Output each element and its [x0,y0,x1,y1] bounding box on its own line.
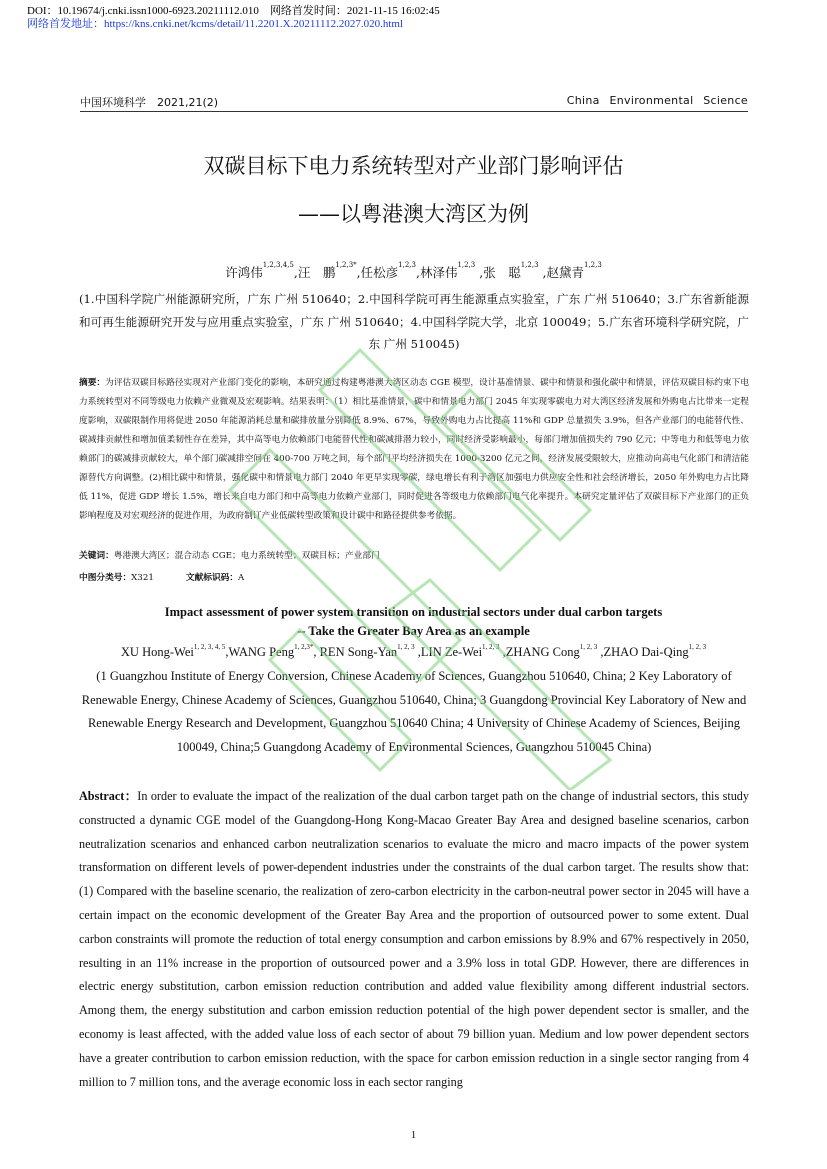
header-divider [80,111,748,112]
author-en-name: ,LIN Ze-Wei [414,645,483,659]
author-en-affiliation-sup: 1, 2, 3 [688,643,707,651]
doi-text: DOI：10.19674/j.cnki.issn1000-6923.20211112.010 [27,5,259,17]
author-cn-name: 许鸿伟 [225,265,263,280]
paper-title: 双碳目标下电力系统转型对产业部门影响评估 [203,154,624,178]
author-en-name: ,WANG Peng [225,645,295,659]
author-en-affiliation-sup: 1, 2, 3 [482,643,500,651]
author-cn-name: ,林泽伟 [415,265,458,280]
abstract-cn [79,374,749,526]
author-en-name: , REN Song-Yan [313,645,398,659]
author-cn-affiliation-sup: 1,2,3 [398,261,416,269]
first-pub-url-line [27,15,403,31]
first-pub-label: 网络首发时间： [269,5,347,17]
author-cn-name: ,任松彦 [356,265,399,280]
author-en-affiliation-sup: 1, 2,3* [294,643,314,651]
affiliations-cn: (1.中国科学院广州能源研究所，广东 广州 510640；2.中国科学院可再生能源重点实验室，广东 广州 510640；3.广东省新能源和可再生能源研究开发与应用重点实验室，广东 广州 510640；4.中国科学院大学，北京 100049；5.广东省环境科学研究院，广东 广州 510045) [79,292,749,351]
paper-subtitle-en: -- Take the Greater Bay Area as an example [297,624,530,638]
keywords-cn-label: 关键词： [79,551,114,561]
author-cn-name: ,张 聪 [475,265,521,280]
author-cn-name: ,赵黛青 [538,265,584,280]
author-cn-name: ,汪 鹏 [293,265,336,280]
journal-header-en: China Environmental Science [566,94,748,107]
author-cn-affiliation-sup: 1,2,3,4,5 [262,261,294,269]
author-en-affiliation-sup: 1, 2, 3 [397,643,415,651]
classification-line [79,571,276,583]
abstract-cn-label: 摘要： [79,378,106,388]
first-pub-url-label: 网络首发地址： [27,18,104,30]
abstract-cn-text: 为评估双碳目标路径实现对产业部门变化的影响，本研究通过构建粤港澳大湾区动态 CGE 模型，设计基准情景、碳中和情景和强化碳中和情景，评估双碳目标约束下电力系统转型对不同等级电力依赖产业微观及宏观影响。结果表明：（1）相比基准情景，碳中和情景电力部门 2045 年实现零碳电力对大湾区经济发展和外购电占比带来一定程度影响，双碳限制作用将促进 2050 年能源消耗总量和碳排放量分别降低 8.9%、67%，导致外购电力占比提高 11%和 GDP 总量损失 3.9%，但各产业部门的电能替代性、碳减排贡献性和增加值柔韧性存在差异，其中高等电力依赖部门电能替代性和碳减排潜力较小，同时经济受影响最小，每部门增加值损失约 790 亿元；中等电力和低等电力依赖部门的碳减排贡献较大，单个部门碳减排空间在 400-700 万吨之间，每个部门平均经济损失在 1000-3200 亿元之间，经济发展受限较大，应推动向高电气化部门和清洁能源替代方向调整。(2)相比碳中和情景，强化碳中和情景电力部门 2040 年更早实现零碳，绿电增长有利于湾区加强电力供应安全性和社会经济增长，2050 年外购电力占比降低 11%，促进 GDP 增长 1.5%，增长来自电力部门和中高等电力依赖产业部门，同时促进各等级电力依赖部门电气化率提升。本研究定量评估了双碳目标下产业部门的正负影响程度及对宏观经济的促进作用，为政府制订产业低碳转型政策和设计碳中和路径提供参考依据。 [79,378,750,521]
clc-value: X321 [131,573,154,583]
author-en-affiliation-sup: 1, 2, 3 [579,643,598,651]
first-pub-time: 2021-11-15 16:02:45 [346,5,440,17]
journal-header-cn: 中国环境科学 2021,21(2) [80,96,219,109]
paper-subtitle: ——以粤港澳大湾区为例 [298,202,529,226]
first-pub-url-link[interactable]: https://kns.cnki.net/kcms/detail/11.2201.X.20211112.2027.020.html [104,18,404,30]
abstract-en [79,785,749,1094]
affiliations-en: (1 Guangzhou Institute of Energy Conversion, Chinese Academy of Sciences, Guangzhou 510640, China; 2 Key Laboratory of Renewable Energy, Chinese Academy of Sciences, Guangzhou 510640, China; 3 Guangdong Provincial Key Laboratory of New and Renewable Energy Research and Development, Guangzhou 510640 China; 4 University of Chinese Academy of Sciences, Beijing 100049, China;5 Guangdong Academy of Environmental Sciences, Guangzhou 510045 China) [81,669,747,754]
author-list-cn [0,263,827,281]
doc-code-value: A [238,573,245,583]
author-cn-affiliation-sup: 1,2,3 [520,261,539,269]
doc-code-label: 文献标识码： [185,573,239,583]
author-en-name: XU Hong-Wei [120,645,194,659]
author-cn-affiliation-sup: 1,2,3 [583,261,602,269]
abstract-en-label: Abstract： [79,789,138,803]
clc-field [79,573,154,583]
author-cn-affiliation-sup: 1,2,3* [335,261,357,269]
author-list-en [0,645,827,660]
author-en-affiliation-sup: 1, 2, 3, 4, 5 [193,643,226,651]
keywords-cn-text: 粤港澳大湾区；混合动态 CGE；电力系统转型；双碳目标；产业部门 [113,551,380,561]
page-number: 1 [410,1129,417,1141]
author-en-name: ,ZHAO Dai-Qing [597,645,689,659]
keywords-cn [79,549,749,561]
author-en-name: ,ZHANG Cong [499,645,580,659]
clc-label: 中图分类号： [79,573,132,583]
paper-title-en: Impact assessment of power system transition on industrial sectors under dual carbon targets [164,605,663,619]
doc-field [186,573,244,583]
abstract-en-text: In order to evaluate the impact of the realization of the dual carbon target path on the change of industrial sectors, this study constructed a dynamic CGE model of the Guangdong-Hong Kong-Macao Greater Bay Area and designed baseline scenarios, carbon neutralization scenarios and enhanced carbon neutralization scenarios to evaluate the micro and macro impacts of the power system transformation on different levels of power-dependent industries under the constraints of the dual carbon target. The results show that: (1) Compared with the baseline scenario, the realization of zero-carbon electricity in the carbon-neutral power sector in 2045 will have a certain impact on the economic development of the Greater Bay Area and the proportion of outsourced power to some extent. Dual carbon constraints will promote the reduction of total energy consumption and carbon emissions by 8.9% and 67% respectively in 2050, resulting in an 11% increase in the proportion of outsourced power and a 3.9% loss in total GDP. However, there are differences in electric energy substitution, carbon emission reduction contribution and added value flexibility among different industrial sectors. Among them, the energy substitution and carbon emission reduction potential of the high power dependent sector is smaller, and the economy is least affected, with the added value loss of each sector of about 79 billion yuan. Medium and low power dependent sectors have a greater contribution to carbon emission reduction, with the space for carbon emission reduction in a single sector ranging from 4 million to 7 million tons, and the average economic loss in each sector ranging [79,789,749,1089]
author-cn-affiliation-sup: 1,2,3 [457,261,476,269]
